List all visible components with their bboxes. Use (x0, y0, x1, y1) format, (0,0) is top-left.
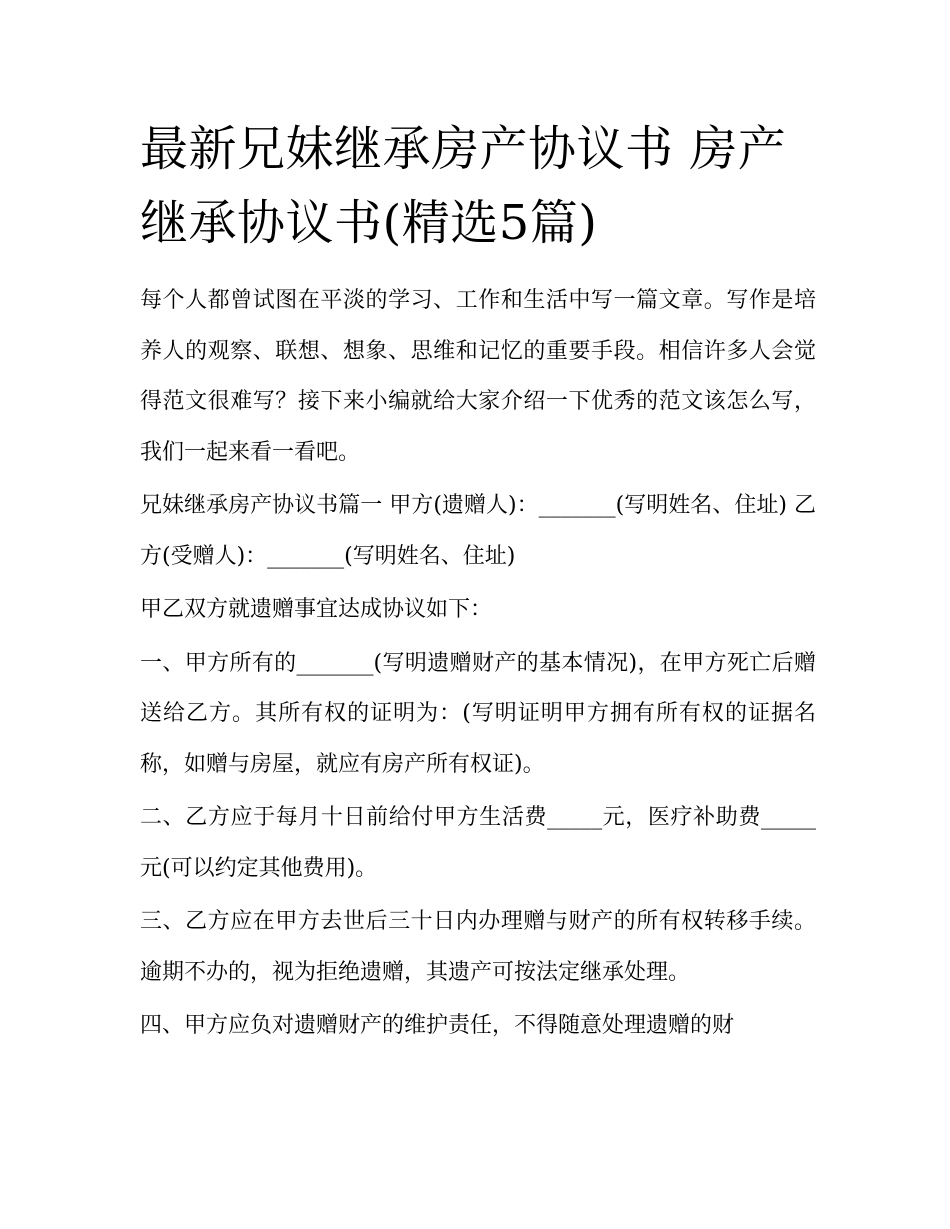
paragraph-intro: 每个人都曾试图在平淡的学习、工作和生活中写一篇文章。写作是培养人的观察、联想、想象、思维和记忆的重要手段。相信许多人会觉得范文很难写？接下来小编就给大家介绍一下优秀的范文该怎么写，我们一起来看一看吧。 (140, 288, 816, 465)
paragraph-clause-2: 二、乙方应于每月十日前给付甲方生活费_____元，医疗补助费_____元(可以约定其他费用)。 (140, 805, 816, 881)
paragraph-clause-3: 三、乙方应在甲方去世后三十日内办理赠与财产的所有权转移手续。逾期不办的，视为拒绝遗赠，其遗产可按法定继承处理。 (140, 909, 816, 985)
document-title: 最新兄妹继承房产协议书 房产继承协议书(精选5篇) (140, 121, 787, 251)
paragraph-agreement-lead: 甲乙双方就遗赠事宜达成协议如下： (140, 597, 493, 622)
paragraph-parties: 兄妹继承房产协议书篇一 甲方(遗赠人)：_______(写明姓名、住址) 乙方(受赠人)：_______(写明姓名、住址) (140, 493, 816, 569)
paragraph-clause-1: 一、甲方所有的_______(写明遗赠财产的基本情况)，在甲方死亡后赠送给乙方。其所有权的证明为：(写明证明甲方拥有所有权的证据名称，如赠与房屋，就应有房产所有权证)。 (140, 650, 816, 777)
document-body (140, 276, 816, 1055)
paragraph-clause-4: 四、甲方应负对遗赠财产的维护责任，不得随意处理遗赠的财 (140, 1013, 735, 1038)
